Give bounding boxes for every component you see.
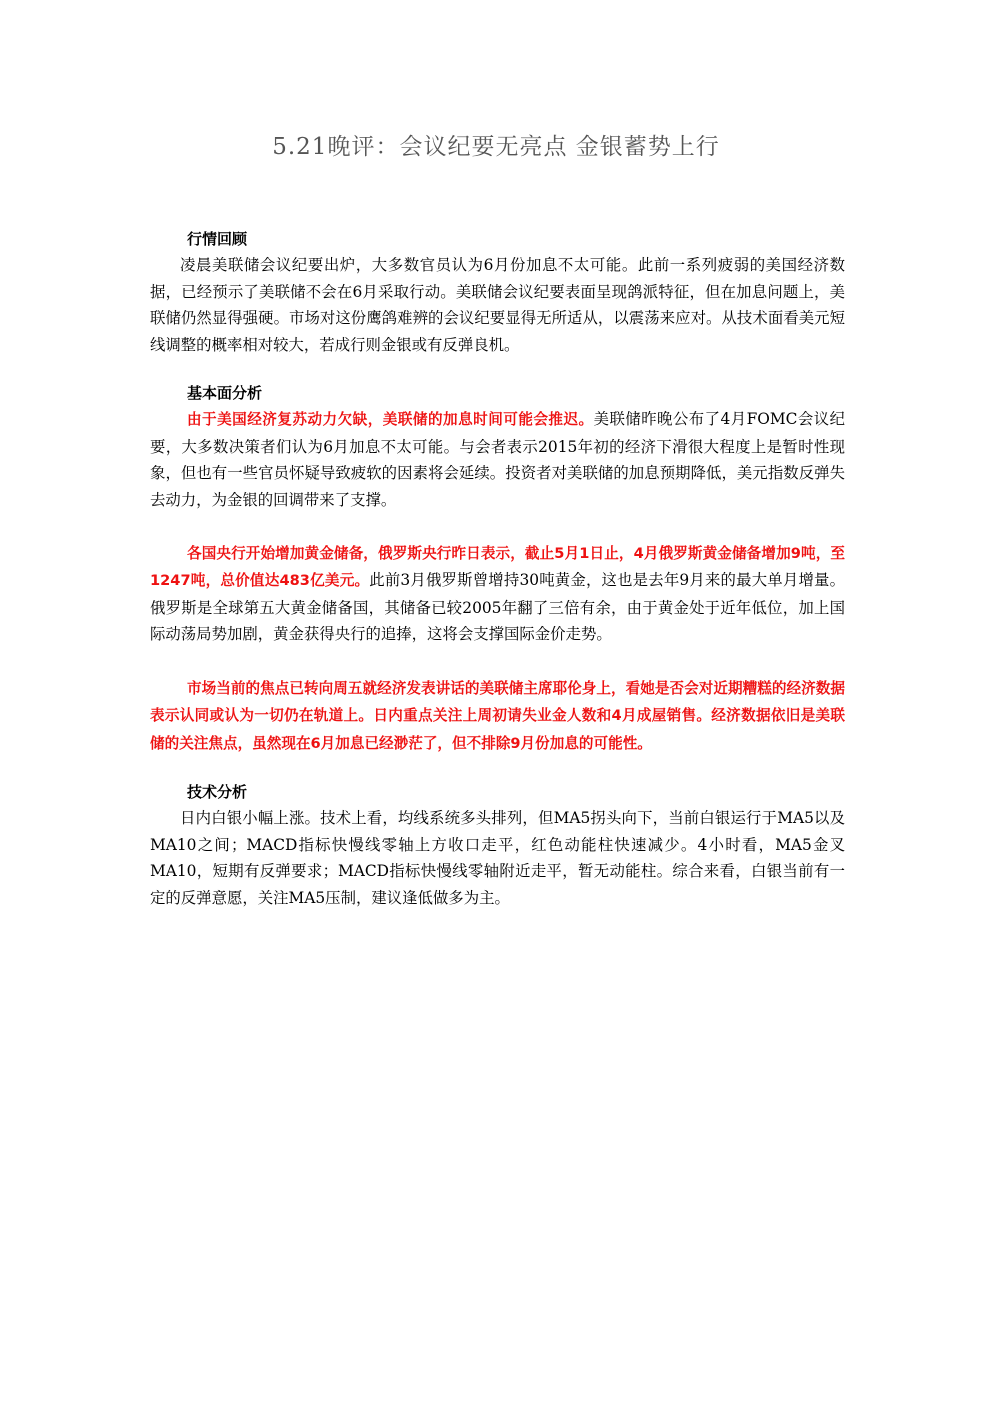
market-review-paragraph: 凌晨美联储会议纪要出炉，大多数官员认为6月份加息不太可能。此前一系列疲弱的美国经济数据，已经预示了美联储不会在6月采取行动。美联储会议纪要表面呈现鸽派特征，但在加息问题上，美联储仍然显得强硬。市场对这份鹰鸽难辨的会议纪要显得无所适从，以震荡来应对。从技术面看美元短线调整的概率相对较大，若成行则金银或有反弹良机。 [150,256,845,354]
section-fundamental-analysis [150,380,845,757]
fundamental-paragraph-3 [150,675,845,757]
highlight-text: 市场当前的焦点已转向周五就经济发表讲话的美联储主席耶伦身上，看她是否会对近期糟糕的经济数据表示认同或认为一切仍在轨道上。日内重点关注上周初请失业金人数和4月成屋销售。经济数据依旧是美联储的关注焦点，虽然现在6月加息已经渺茫了，但不排除9月份加息的可能性。 [150,679,845,752]
section-market-review [150,226,845,358]
paragraph-text: 此前3月俄罗斯曾增持30吨黄金，这也是去年9月来的最大单月增量。 俄罗斯是全球第五大黄金储备国，其储备已较2005年翻了三倍有余，由于黄金处于近年低位，加上国际动荡局势加剧，黄金获得央行的追捧，这将会支撑国际金价走势。 [150,571,845,644]
document-title: 5.21晚评：会议纪要无亮点 金银蓄势上行 [272,134,720,160]
fundamental-paragraph-2 [150,540,845,648]
section-heading-fundamental-analysis: 基本面分析 [187,384,263,403]
highlight-text: 由于美国经济复苏动力欠缺，美联储的加息时间可能会推迟。 [187,411,594,429]
section-heading-market-review: 行情回顾 [187,230,248,248]
technical-analysis-paragraph: 日内白银小幅上涨。技术上看，均线系统多头排列，但MA5拐头向下，当前白银运行于MA5以及MA10之间；MACD指标快慢线零轴上方收口走平，红色动能柱快速减少。4小时看，MA5金叉MA10，短期有反弹要求；MACD指标快慢线零轴附近走平，暂无动能柱。综合来看，白银当前有一定的反弹意愿，关注MA5压制，建议逢低做多为主。 [150,809,845,907]
document-body [150,226,845,911]
paragraph-text: 美联储昨晚公布了4月FOMC会议纪要，大多数决策者们认为6月加息不太可能。与会者表示2015年初的经济下滑很大程度上是暂时性现象，但也有一些官员怀疑导致疲软的因素将会延续。投资者对美联储的加息预期降低，美元指数反弹失去动力，为金银的回调带来了支撑。 [150,410,845,509]
highlight-text: 各国央行开始增加黄金储备，俄罗斯央行昨日表示，截止5月1日止，4月俄罗斯黄金储备增加9吨，至1247吨，总价值达483亿美元。 [150,545,845,590]
section-technical-analysis [150,779,845,911]
section-heading-technical-analysis: 技术分析 [187,782,248,801]
fundamental-paragraph-1 [150,406,845,513]
